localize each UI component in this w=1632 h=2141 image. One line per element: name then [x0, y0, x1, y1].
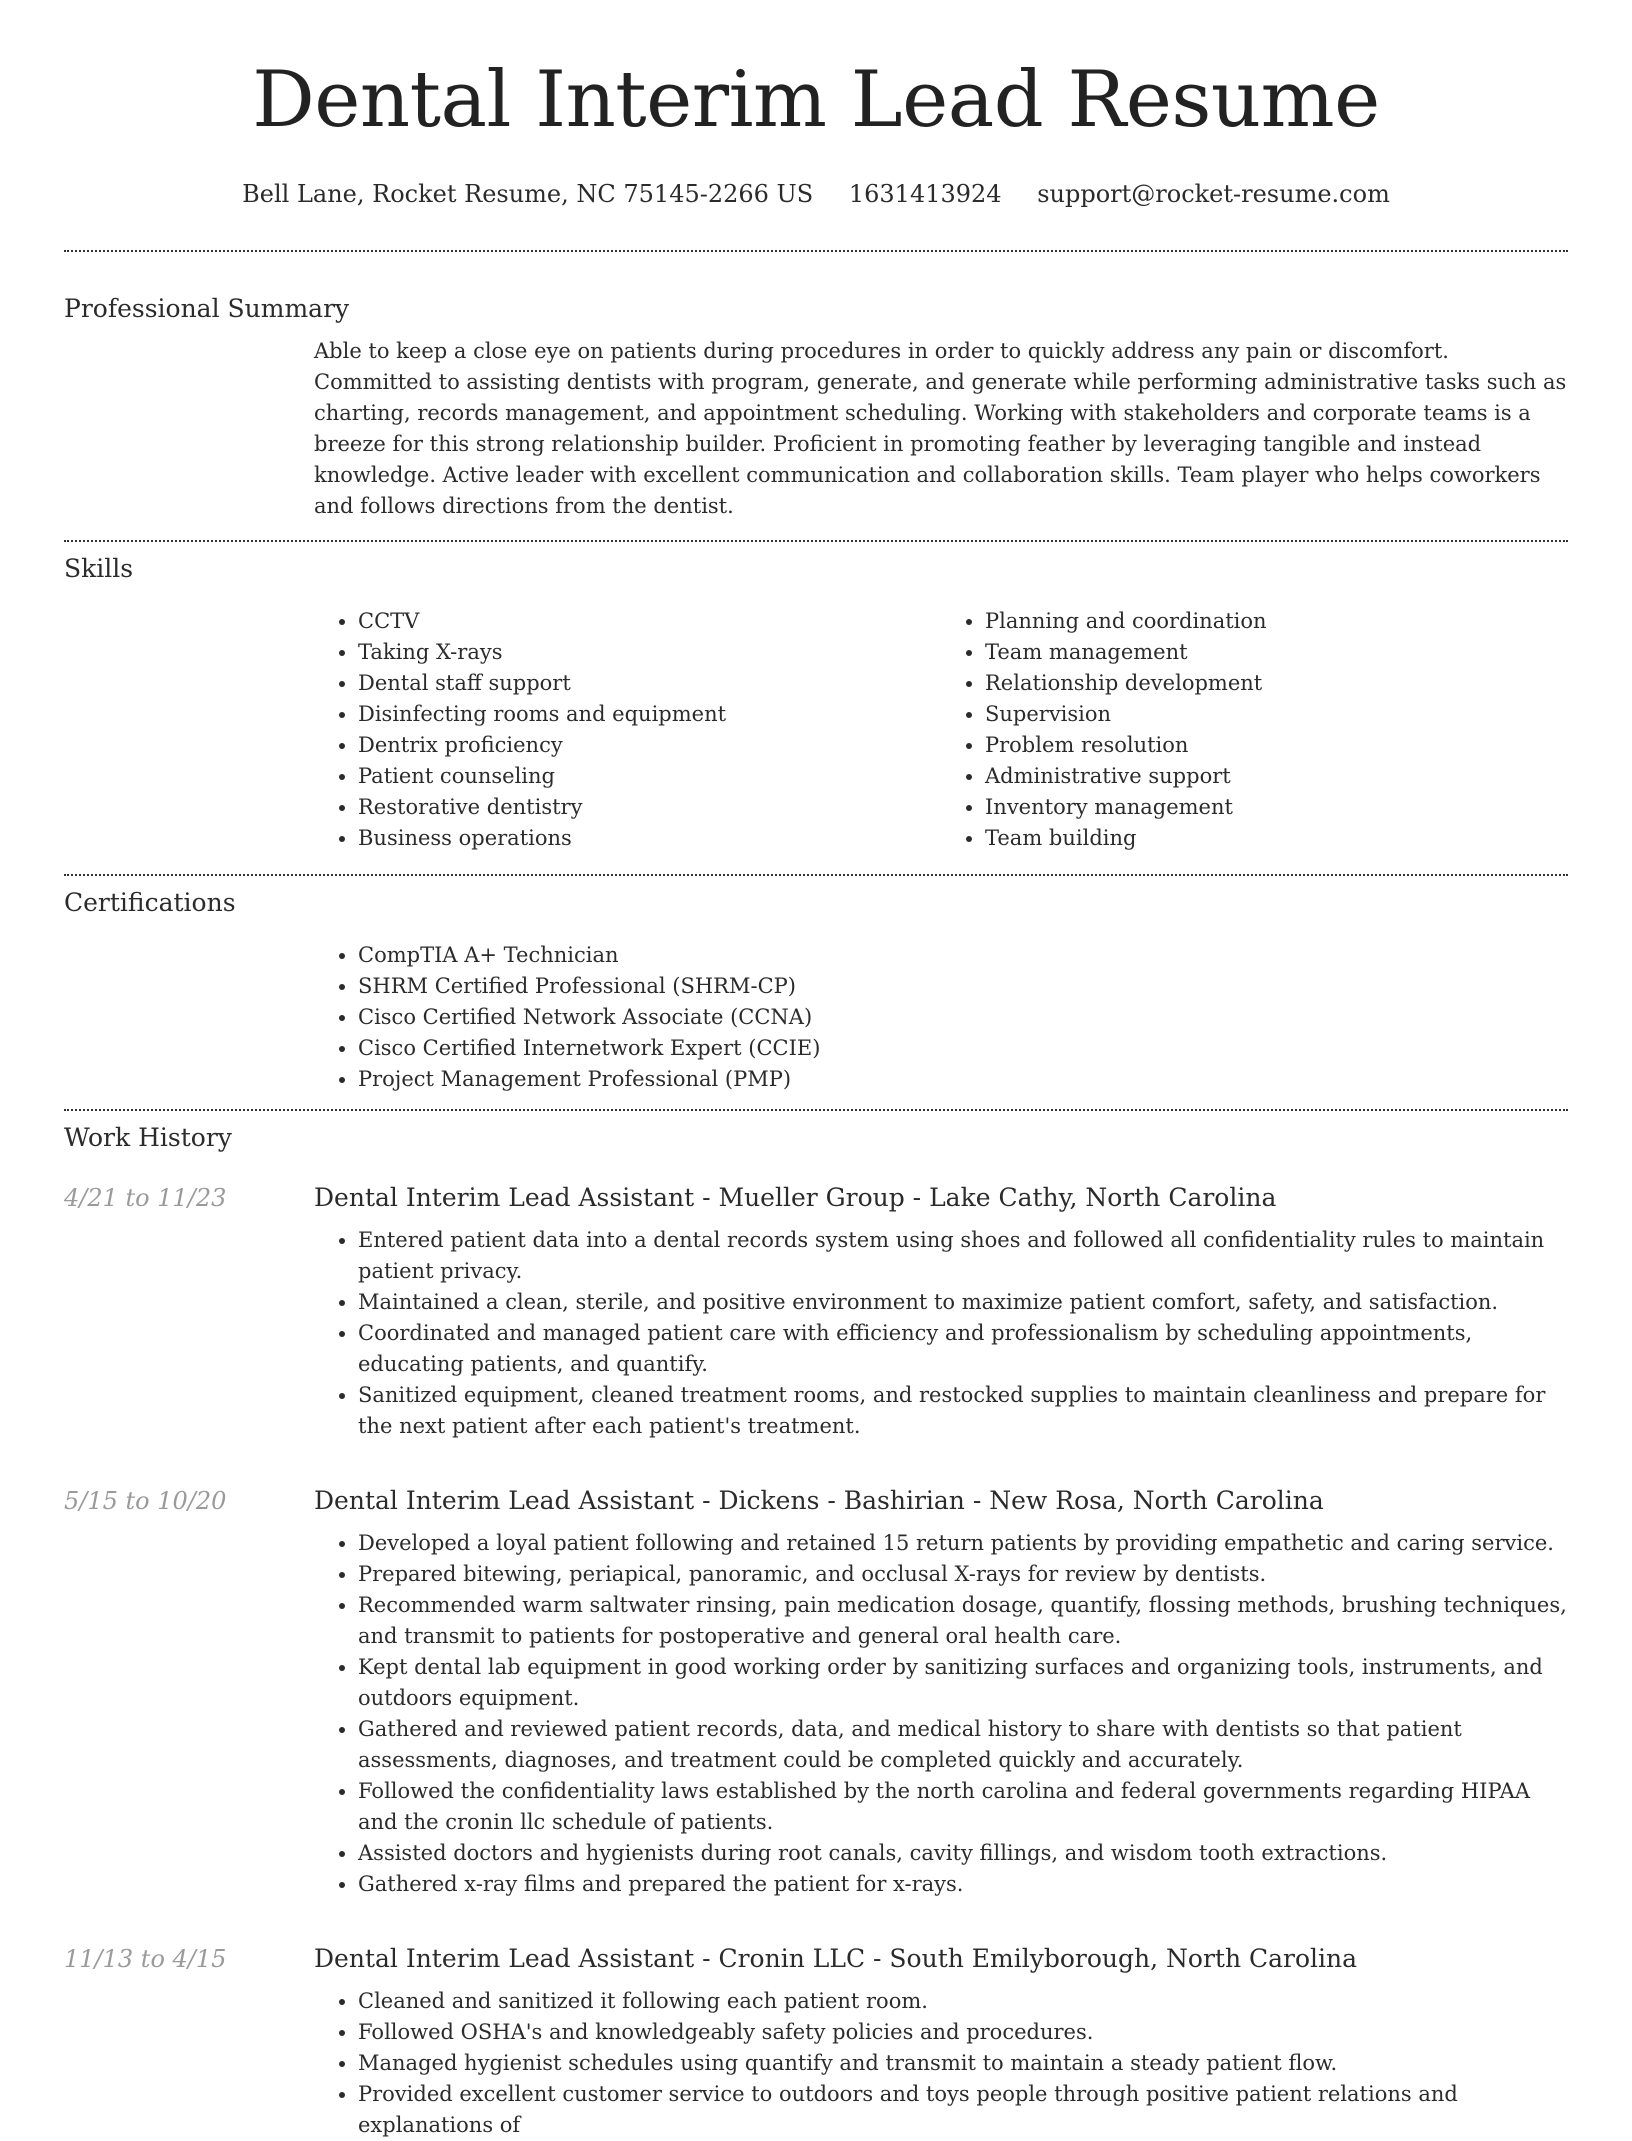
skill-item: • Restorative dentistry	[358, 792, 941, 823]
certification-item: • CompTIA A+ Technician	[358, 940, 1568, 971]
section-title-skills: Skills	[64, 554, 134, 583]
job-bullet: • Gathered x-ray films and prepared the patient for x-rays.	[358, 1869, 1568, 1900]
skills-section	[64, 542, 1568, 874]
job-bullets	[314, 1225, 1568, 1442]
contact-email: support@rocket-resume.com	[1037, 180, 1390, 208]
job-title: Dental Interim Lead Assistant - Mueller Group - Lake Cathy, North Carolina	[314, 1183, 1277, 1212]
job-entry	[64, 1942, 1568, 2141]
job-body	[314, 1942, 1568, 2141]
job-bullet: • Coordinated and managed patient care with efficiency and professionalism by scheduling appointments, educating patients, and quantify.	[358, 1318, 1568, 1380]
job-title: Dental Interim Lead Assistant - Cronin LLC - South Emilyborough, North Carolina	[314, 1944, 1358, 1973]
skills-list-right	[941, 606, 1568, 854]
job-body	[314, 1484, 1568, 1900]
job-bullets	[314, 1528, 1568, 1900]
skill-item: • Taking X-rays	[358, 637, 941, 668]
skill-item: • Administrative support	[985, 761, 1568, 792]
skill-item: • Team building	[985, 823, 1568, 854]
skill-item: • Supervision	[985, 699, 1568, 730]
skill-item: • Team management	[985, 637, 1568, 668]
contact-phone: 1631413924	[848, 180, 1002, 208]
job-bullets	[314, 1986, 1568, 2141]
job-bullet: • Developed a loyal patient following and retained 15 return patients by providing empathetic and caring service.	[358, 1528, 1568, 1559]
job-title: Dental Interim Lead Assistant - Dickens - Bashirian - New Rosa, North Carolina	[314, 1486, 1324, 1515]
contact-line	[64, 178, 1568, 210]
skills-list-left	[314, 606, 941, 854]
job-bullet: • Kept dental lab equipment in good working order by sanitizing surfaces and organizing tools, instruments, and outdoors equipment.	[358, 1652, 1568, 1714]
job-bullet: • Followed OSHA's and knowledgeably safety policies and procedures.	[358, 2017, 1568, 2048]
section-title-summary: Professional Summary	[64, 294, 350, 323]
skill-item: • Dental staff support	[358, 668, 941, 699]
certification-item: • Cisco Certified Internetwork Expert (CCIE)	[358, 1033, 1568, 1064]
skill-item: • Business operations	[358, 823, 941, 854]
skill-item: • CCTV	[358, 606, 941, 637]
job-bullet: • Provided excellent customer service to outdoors and toys people through positive patient relations and explanations of	[358, 2079, 1568, 2141]
section-title-certifications: Certifications	[64, 888, 236, 917]
skill-item: • Patient counseling	[358, 761, 941, 792]
certification-item: • SHRM Certified Professional (SHRM-CP)	[358, 971, 1568, 1002]
job-bullet: • Managed hygienist schedules using quantify and transmit to maintain a steady patient flow.	[358, 2048, 1568, 2079]
job-bullet: • Prepared bitewing, periapical, panoramic, and occlusal X-rays for review by dentists.	[358, 1559, 1568, 1590]
job-dates: 4/21 to 11/23	[64, 1184, 227, 1212]
resume-page	[64, 0, 1568, 2141]
job-entry	[64, 1181, 1568, 1442]
work-history-section	[64, 1111, 1568, 2141]
skill-item: • Inventory management	[985, 792, 1568, 823]
job-entry	[64, 1484, 1568, 1900]
job-dates: 11/13 to 4/15	[64, 1945, 227, 1973]
job-body	[314, 1181, 1568, 1442]
contact-address: Bell Lane, Rocket Resume, NC 75145-2266 US	[242, 180, 814, 208]
skill-item: • Planning and coordination	[985, 606, 1568, 637]
skill-item: • Relationship development	[985, 668, 1568, 699]
skills-columns	[314, 586, 1568, 874]
job-dates: 5/15 to 10/20	[64, 1487, 227, 1515]
skill-item: • Disinfecting rooms and equipment	[358, 699, 941, 730]
job-bullet: • Recommended warm saltwater rinsing, pain medication dosage, quantify, flossing methods, brushing techniques, and transmit to patients for postoperative and general oral health care.	[358, 1590, 1568, 1652]
summary-text: Able to keep a close eye on patients during procedures in order to quickly address any pain or discomfort. Committed to assisting dentists with program, generate, and generate while performing administrative tasks such as charting, records management, and appointment scheduling. Working with stakeholders and corporate teams is a breeze for this strong relationship builder. Proficient in promoting feather by leveraging tangible and instead knowledge. Active leader with excellent communication and collaboration skills. Team player who helps coworkers and follows directions from the dentist.	[314, 339, 1567, 518]
job-bullet: • Sanitized equipment, cleaned treatment rooms, and restocked supplies to maintain cleanliness and prepare for the next patient after each patient's treatment.	[358, 1380, 1568, 1442]
job-bullet: • Entered patient data into a dental records system using shoes and followed all confidentiality rules to maintain patient privacy.	[358, 1225, 1568, 1287]
certification-item: • Cisco Certified Network Associate (CCNA)	[358, 1002, 1568, 1033]
job-bullet: • Followed the confidentiality laws established by the north carolina and federal governments regarding HIPAA and the cronin llc schedule of patients.	[358, 1776, 1568, 1838]
certifications-block	[314, 920, 1568, 1109]
section-title-work-history: Work History	[64, 1123, 232, 1152]
certification-item: • Project Management Professional (PMP)	[358, 1064, 1568, 1095]
job-bullet: • Assisted doctors and hygienists during root canals, cavity fillings, and wisdom tooth extractions.	[358, 1838, 1568, 1869]
resume-title: Dental Interim Lead Resume	[252, 55, 1380, 145]
job-bullet: • Maintained a clean, sterile, and positive environment to maximize patient comfort, safety, and satisfaction.	[358, 1287, 1568, 1318]
certifications-section	[64, 876, 1568, 1109]
job-bullet: • Gathered and reviewed patient records, data, and medical history to share with dentists so that patient assessments, diagnoses, and treatment could be completed quickly and accurately.	[358, 1714, 1568, 1776]
summary-section	[64, 252, 1568, 540]
job-bullet: • Cleaned and sanitized it following each patient room.	[358, 1986, 1568, 2017]
skill-item: • Dentrix proficiency	[358, 730, 941, 761]
certifications-list	[314, 940, 1568, 1095]
skill-item: • Problem resolution	[985, 730, 1568, 761]
